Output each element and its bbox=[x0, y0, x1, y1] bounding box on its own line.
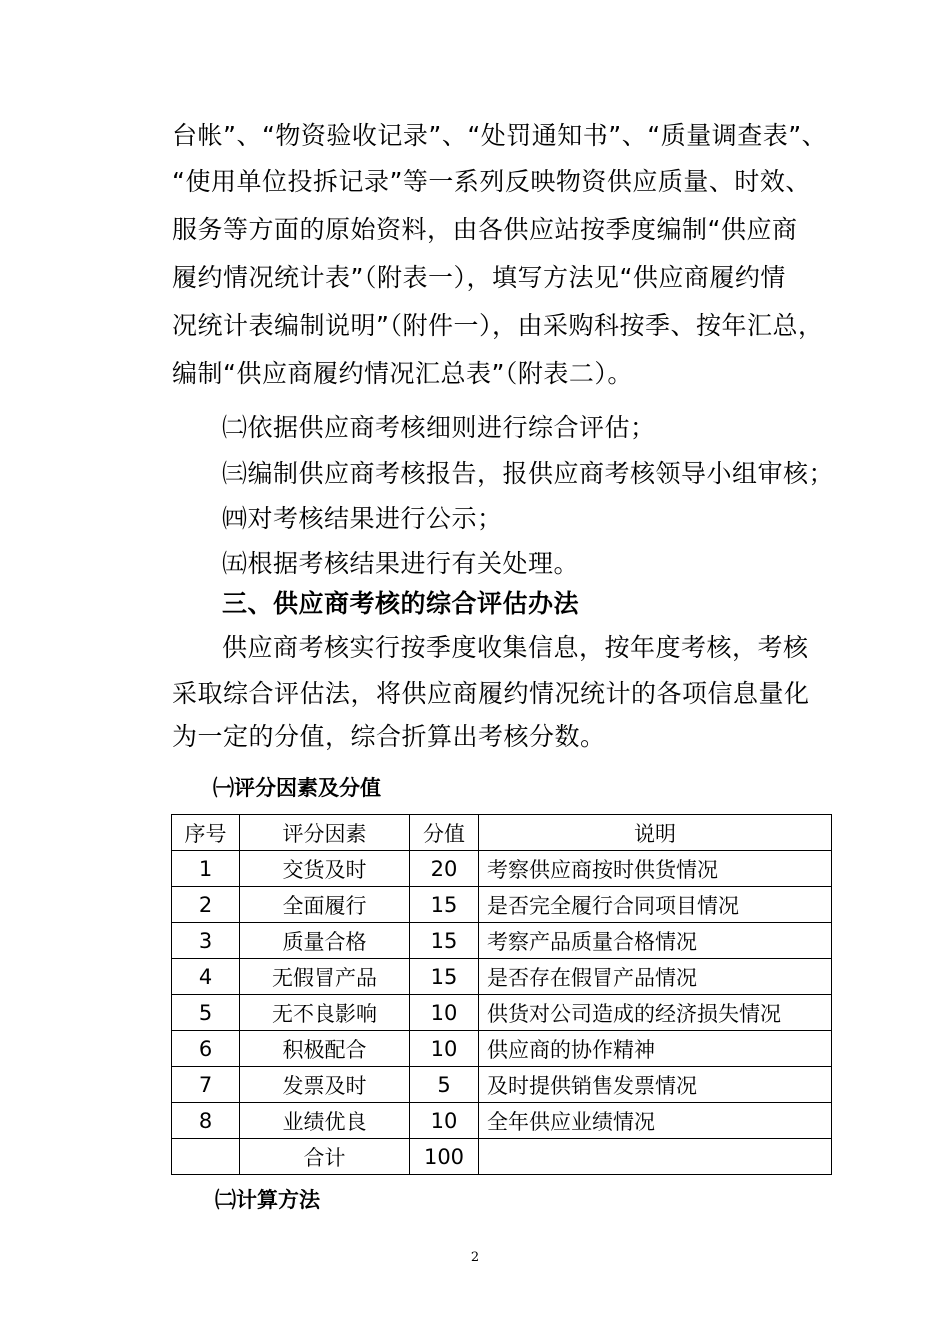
cell-seq: 5 bbox=[172, 995, 240, 1031]
cell-score: 10 bbox=[410, 995, 479, 1031]
subheading-calculation-method: ㈡计算方法 bbox=[215, 1188, 320, 1212]
body-text-line: 服务等方面的原始资料，由各供应站按季度编制“供应商 bbox=[172, 215, 798, 244]
cell-factor: 业绩优良 bbox=[240, 1103, 410, 1139]
cell-factor: 发票及时 bbox=[240, 1067, 410, 1103]
step-item: ㈡依据供应商考核细则进行综合评估； bbox=[222, 413, 656, 442]
table-header-row bbox=[172, 815, 832, 851]
step-item: ㈣对考核结果进行公示； bbox=[222, 504, 503, 533]
page-number: 2 bbox=[470, 1250, 480, 1265]
cell-description: 供货对公司造成的经济损失情况 bbox=[479, 995, 832, 1031]
cell-seq: 4 bbox=[172, 959, 240, 995]
header-factor: 评分因素 bbox=[240, 815, 410, 851]
section-heading: 三、供应商考核的综合评估办法 bbox=[222, 589, 580, 618]
cell-description: 考察产品质量合格情况 bbox=[479, 923, 832, 959]
cell-score: 15 bbox=[410, 959, 479, 995]
cell-factor: 无假冒产品 bbox=[240, 959, 410, 995]
table-row bbox=[172, 887, 832, 923]
cell-factor: 全面履行 bbox=[240, 887, 410, 923]
table-row bbox=[172, 851, 832, 887]
step-item: ㈤根据考核结果进行有关处理。 bbox=[222, 549, 580, 578]
body-text-line: “使用单位投拆记录”等一系列反映物资供应质量、时效、 bbox=[172, 167, 811, 196]
table-row bbox=[172, 959, 832, 995]
cell-score: 5 bbox=[410, 1067, 479, 1103]
cell-description: 供应商的协作精神 bbox=[479, 1031, 832, 1067]
header-seq: 序号 bbox=[172, 815, 240, 851]
body-text-line: 台帐”、“物资验收记录”、“处罚通知书”、“质量调查表”、 bbox=[172, 121, 828, 150]
subheading-scoring-factors: ㈠评分因素及分值 bbox=[213, 776, 381, 800]
cell-score: 20 bbox=[410, 851, 479, 887]
total-score: 100 bbox=[410, 1139, 479, 1175]
cell-seq: 8 bbox=[172, 1103, 240, 1139]
cell-score: 15 bbox=[410, 923, 479, 959]
cell-seq: 3 bbox=[172, 923, 240, 959]
cell-description: 及时提供销售发票情况 bbox=[479, 1067, 832, 1103]
cell-score: 15 bbox=[410, 887, 479, 923]
body-text-line: 编制“供应商履约情况汇总表”（附表二）。 bbox=[172, 359, 633, 388]
table-row bbox=[172, 923, 832, 959]
cell-factor: 交货及时 bbox=[240, 851, 410, 887]
total-description-cell bbox=[479, 1139, 832, 1175]
step-item: ㈢编制供应商考核报告，报供应商考核领导小组审核； bbox=[222, 459, 835, 488]
cell-seq: 2 bbox=[172, 887, 240, 923]
scoring-table bbox=[171, 814, 832, 1175]
cell-factor: 积极配合 bbox=[240, 1031, 410, 1067]
body-text-line: 况统计表编制说明”（附件一），由采购科按季、按年汇总， bbox=[172, 311, 824, 340]
cell-description: 是否完全履行合同项目情况 bbox=[479, 887, 832, 923]
cell-seq: 7 bbox=[172, 1067, 240, 1103]
cell-factor: 无不良影响 bbox=[240, 995, 410, 1031]
table-row bbox=[172, 995, 832, 1031]
table-row bbox=[172, 1031, 832, 1067]
section-paragraph-line: 供应商考核实行按季度收集信息，按年度考核，考核 bbox=[222, 633, 809, 662]
table-row bbox=[172, 1103, 832, 1139]
table-row bbox=[172, 1067, 832, 1103]
header-description: 说明 bbox=[479, 815, 832, 851]
total-label: 合计 bbox=[240, 1139, 410, 1175]
body-text-line: 履约情况统计表”（附表一），填写方法见“供应商履约情 bbox=[172, 263, 786, 292]
section-paragraph-line: 采取综合评估法，将供应商履约情况统计的各项信息量化 bbox=[172, 679, 810, 708]
cell-seq: 6 bbox=[172, 1031, 240, 1067]
cell-description: 是否存在假冒产品情况 bbox=[479, 959, 832, 995]
header-score: 分值 bbox=[410, 815, 479, 851]
total-seq-cell bbox=[172, 1139, 240, 1175]
table-total-row bbox=[172, 1139, 832, 1175]
cell-score: 10 bbox=[410, 1031, 479, 1067]
cell-seq: 1 bbox=[172, 851, 240, 887]
cell-score: 10 bbox=[410, 1103, 479, 1139]
cell-factor: 质量合格 bbox=[240, 923, 410, 959]
cell-description: 全年供应业绩情况 bbox=[479, 1103, 832, 1139]
cell-description: 考察供应商按时供货情况 bbox=[479, 851, 832, 887]
section-paragraph-line: 为一定的分值，综合折算出考核分数。 bbox=[172, 722, 606, 751]
